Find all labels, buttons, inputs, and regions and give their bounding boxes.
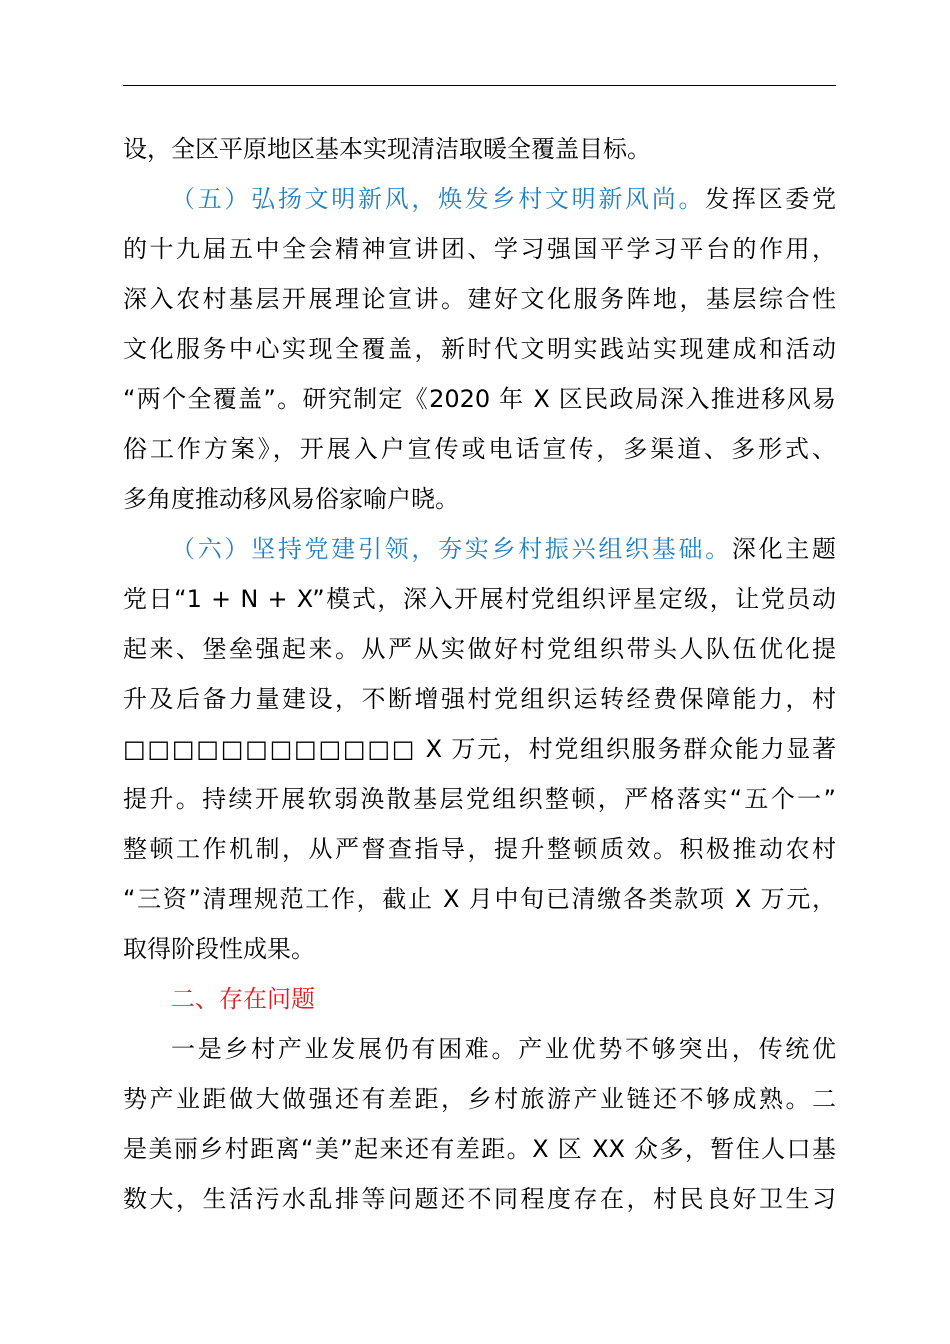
text-line: 提升。持续开展软弱涣散基层党组织整顿，严格落实“五个一”	[123, 785, 836, 813]
text-line: 起来、堡垒强起来。从严从实做好村党组织带头人队伍优化提	[123, 635, 836, 663]
text-line: “三资”清理规范工作，截止 X 月中旬已清缴各类款项 X 万元，	[123, 885, 836, 913]
text-line: “两个全覆盖”。研究制定《2020 年 X 区民政局深入推进移风易	[123, 385, 836, 413]
text-line: 数大，生活污水乱排等问题还不同程度存在，村民良好卫生习	[123, 1185, 836, 1213]
text-line: 设，全区平原地区基本实现清洁取暖全覆盖目标。	[123, 135, 651, 163]
section-two-heading: 二、存在问题	[171, 985, 315, 1013]
section-six-heading: （六）坚持党建引领，夯实乡村振兴组织基础。	[171, 535, 732, 563]
section-five-heading: （五）弘扬文明新风，焕发乡村文明新风尚。	[171, 185, 706, 213]
text-line: 势产业距做大做强还有差距，乡村旅游产业链还不够成熟。二	[123, 1085, 836, 1113]
text-line: 一是乡村产业发展仍有困难。产业优势不够突出，传统优	[171, 1035, 836, 1063]
text-line: 是美丽乡村距离“美”起来还有差距。X 区 XX 众多，暂住人口基	[123, 1135, 836, 1163]
text-line: 党日“1 + N + X”模式，深入开展村党组织评星定级，让党员动	[123, 585, 836, 613]
text-line: 升及后备力量建设，不断增强村党组织运转经费保障能力，村	[123, 685, 836, 713]
section-two-heading-line	[171, 984, 836, 1014]
text-line-placeholder-glyphs: □□□□□□□□□□□□ X 万元，村党组织服务群众能力显著	[123, 735, 836, 763]
header-rule	[123, 85, 836, 86]
text-line: 文化服务中心实现全覆盖，新时代文明实践站实现建成和活动	[123, 335, 836, 363]
text-line: 的十九届五中全会精神宣讲团、学习强国平学习平台的作用，	[123, 235, 836, 263]
text-line: 多角度推动移风易俗家喻户晓。	[123, 485, 459, 513]
text-line: 深入农村基层开展理论宣讲。建好文化服务阵地，基层综合性	[123, 285, 836, 313]
section-five-heading-line: （五）弘扬文明新风，焕发乡村文明新风尚。发挥区委党	[171, 185, 837, 213]
text-line: 俗工作方案》，开展入户宣传或电话宣传，多渠道、多形式、	[123, 435, 836, 463]
text-line: 取得阶段性成果。	[123, 935, 315, 963]
section-six-heading-line: （六）坚持党建引领，夯实乡村振兴组织基础。深化主题	[171, 535, 836, 563]
text-line: 整顿工作机制，从严督查指导，提升整顿质效。积极推动农村	[123, 835, 836, 863]
